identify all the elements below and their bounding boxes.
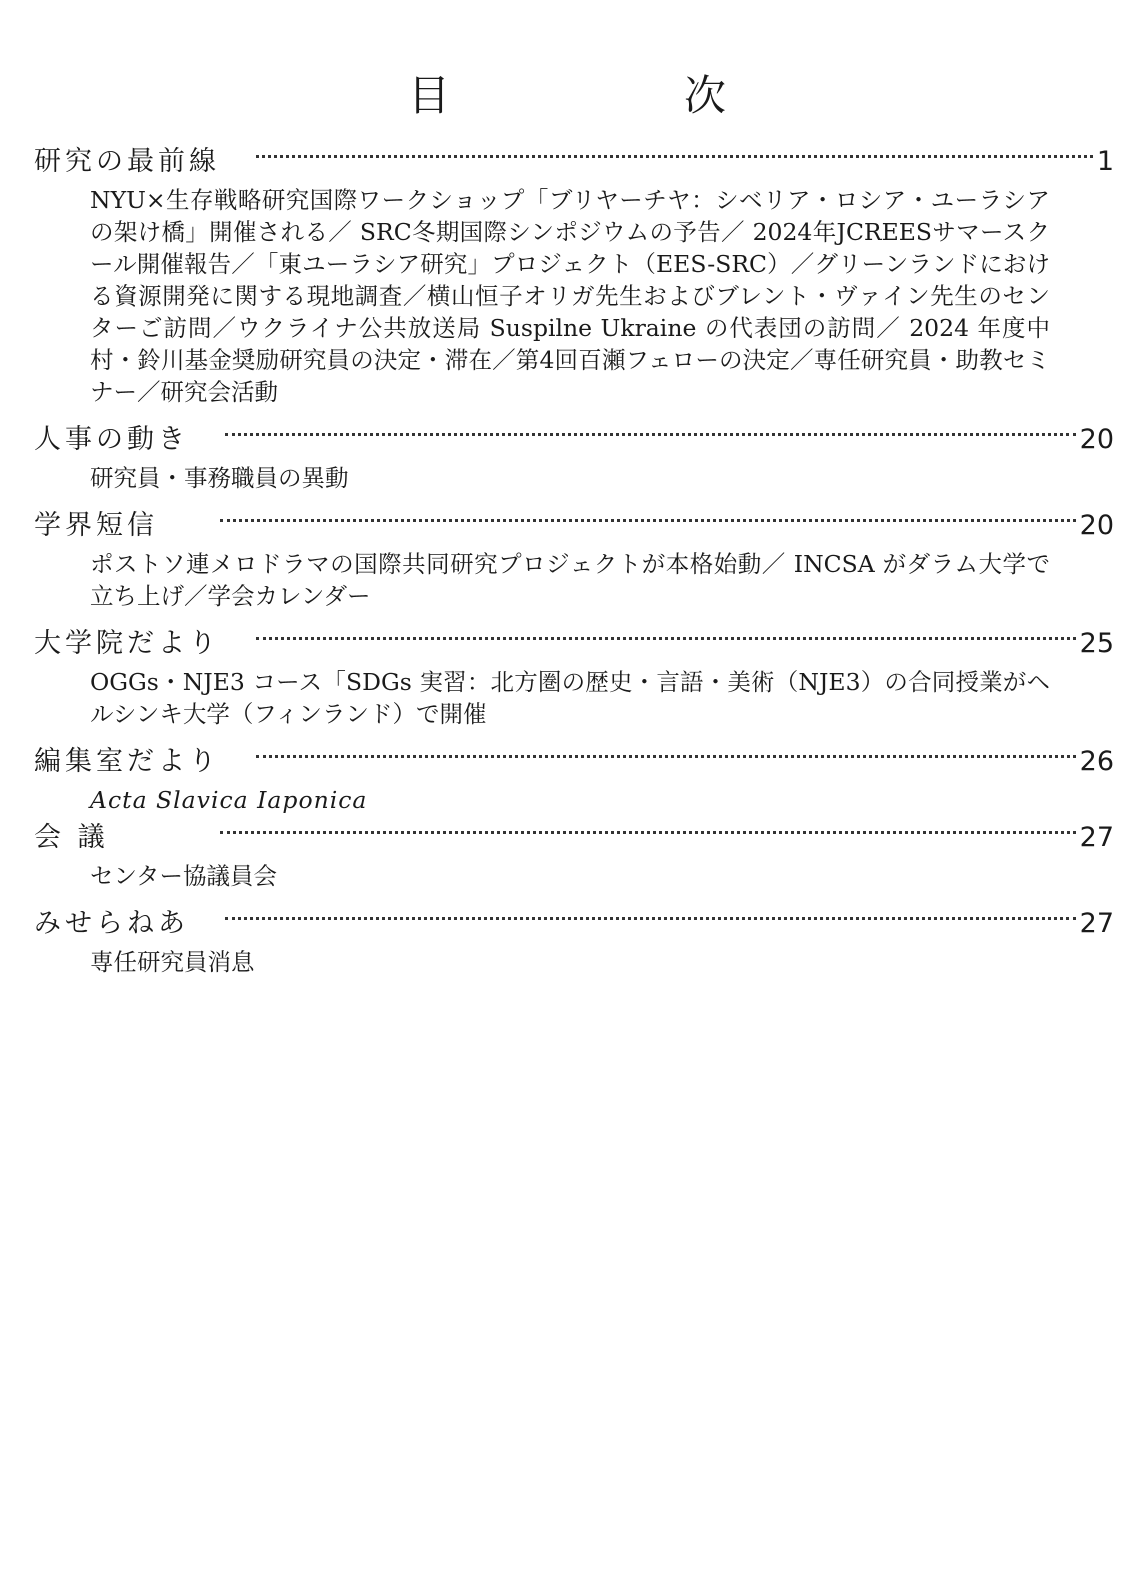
toc-entry-page[interactable]: 1 bbox=[1096, 146, 1114, 177]
toc-entry-title[interactable]: 会 議 bbox=[34, 822, 109, 853]
dot-leader bbox=[220, 831, 1076, 834]
toc-entry-title[interactable]: 編集室だより bbox=[34, 746, 220, 777]
toc-entry-description: センター協議員会 bbox=[90, 862, 278, 890]
toc-entry-page[interactable]: 20 bbox=[1079, 424, 1114, 455]
toc-entry-header bbox=[34, 816, 1114, 860]
toc-entry-page[interactable]: 27 bbox=[1079, 908, 1114, 939]
toc-entry-title[interactable]: 人事の動き bbox=[34, 424, 189, 455]
table-of-contents bbox=[34, 140, 1114, 978]
toc-entry-editorial-office bbox=[34, 740, 1114, 816]
toc-entry-header bbox=[34, 902, 1114, 946]
toc-entry-title[interactable]: 学界短信 bbox=[34, 510, 158, 541]
toc-entry-title[interactable]: 研究の最前線 bbox=[34, 146, 220, 177]
toc-entry-header bbox=[34, 418, 1114, 462]
toc-entry-description: Acta Slavica Iaponica bbox=[90, 786, 368, 814]
toc-entry-personnel bbox=[34, 418, 1114, 494]
toc-entry-page[interactable]: 27 bbox=[1079, 822, 1114, 853]
toc-entry-research-frontline bbox=[34, 140, 1114, 408]
page-title: 目 次 bbox=[407, 71, 822, 120]
toc-entry-academic-news bbox=[34, 504, 1114, 612]
toc-entry-header bbox=[34, 140, 1114, 184]
dot-leader bbox=[220, 519, 1076, 522]
toc-entry-page[interactable]: 25 bbox=[1079, 628, 1114, 659]
toc-entry-description: ポストソ連メロドラマの国際共同研究プロジェクトが本格始動／ INCSA がダラム大学で立ち上げ／学会カレンダー bbox=[90, 550, 1050, 610]
toc-entry-description: NYU×生存戦略研究国際ワークショップ「ブリヤーチヤ：シベリア・ロシア・ユーラシアの架け橋」開催される／ SRC冬期国際シンポジウムの予告／ 2024年JCREESサマースクール開催報告／「東ユーラシア研究」プロジェクト（EES-SRC）／グリーンランドにおける資源開発に関する現地調査／横山恒子オリガ先生およびブレント・ヴァイン先生のセンターご訪問／ウクライナ公共放送局 Suspilne Ukraine の代表団の訪問／ 2024 年度中村・鈴川基金奨励研究員の決定・滞在／第4回百瀬フェローの決定／専任研究員・助教セミナー／研究会活動 bbox=[90, 186, 1050, 406]
dot-leader bbox=[256, 155, 1093, 158]
toc-entry-description: OGGs・NJE3 コース「SDGs 実習：北方圏の歴史・言語・美術（NJE3）の合同授業がヘルシンキ大学（フィンランド）で開催 bbox=[90, 668, 1050, 728]
toc-entry-meetings bbox=[34, 816, 1114, 892]
dot-leader bbox=[225, 433, 1076, 436]
toc-entry-page[interactable]: 20 bbox=[1079, 510, 1114, 541]
toc-entry-graduate-school bbox=[34, 622, 1114, 730]
dot-leader bbox=[256, 755, 1076, 758]
toc-entry-header bbox=[34, 740, 1114, 784]
toc-entry-description: 研究員・事務職員の異動 bbox=[90, 464, 349, 492]
toc-entry-header bbox=[34, 622, 1114, 666]
toc-entry-title[interactable]: 大学院だより bbox=[34, 628, 220, 659]
toc-entry-description: 専任研究員消息 bbox=[90, 948, 255, 976]
toc-entry-title[interactable]: みせらねあ bbox=[34, 908, 189, 939]
toc-entry-page[interactable]: 26 bbox=[1079, 746, 1114, 777]
dot-leader bbox=[225, 917, 1076, 920]
toc-entry-miscellanea bbox=[34, 902, 1114, 978]
dot-leader bbox=[256, 637, 1076, 640]
toc-entry-header bbox=[34, 504, 1114, 548]
